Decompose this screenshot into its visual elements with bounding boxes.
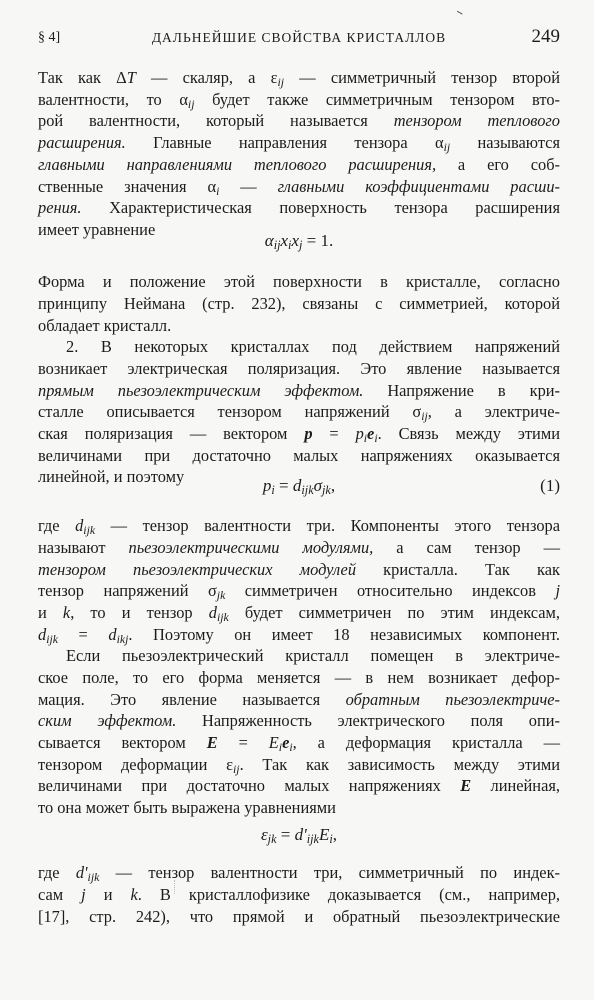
text-line: Если пьезоэлектрический кристалл помещен в электриче- bbox=[66, 646, 560, 665]
text-line: и k, то и тензор $d_{ijk}$ будет симметричен по этим индексам, bbox=[38, 603, 560, 624]
text-line: Так как ΔT — скаляр, а $\varepsilon_{ij}$ — симметричный тензор второй bbox=[38, 68, 561, 89]
text-line: имеет уравнение bbox=[38, 220, 156, 239]
text-line: обладает кристалл. bbox=[38, 316, 172, 335]
equation-direct-piezo: $p_i = d_{ijk}\sigma_{jk}$, (1) bbox=[262, 476, 560, 498]
text-line: величинами при достаточно малых напряжениях E линейная, bbox=[38, 776, 560, 795]
text-line: Форма и положение этой поверхности в кристалле, согласно bbox=[38, 272, 560, 291]
text-line: расширения. Главные направления тензора $\alpha_{ij}$ называются bbox=[38, 133, 560, 154]
text-line: тензором пьезоэлектрических модулей кристалла. Так как bbox=[38, 560, 560, 579]
text-line: 2. В некоторых кристаллах под действием напряжений bbox=[66, 337, 560, 356]
text-line: линейной, и поэтому bbox=[38, 467, 185, 486]
section-label: § 4] bbox=[38, 30, 61, 45]
equation-thermal-expansion: $\alpha_{ij}x_ix_j = 1$. bbox=[264, 231, 334, 253]
text-line: рения. Характеристическая поверхность тензора расширения bbox=[38, 198, 560, 217]
text-line: главными направлениями теплового расширения, а его соб- bbox=[38, 155, 560, 174]
text-line: валентности, то $\alpha_{ij}$ будет также симметричным тензором вто- bbox=[38, 90, 560, 111]
text-line: называют пьезоэлектрическими модулями, а сам тензор — bbox=[38, 538, 560, 557]
text-line: сам j и k. В кристаллофизике доказывается (см., например, bbox=[38, 885, 560, 904]
text-line: тензором деформации $\varepsilon_{ij}$. Так как зависимость между этими bbox=[38, 755, 560, 776]
text-line: сывается вектором $E = E_ie_i$, а деформация кристалла — bbox=[38, 733, 560, 754]
text-line: мация. Это явление называется обратным пьезоэлектриче- bbox=[38, 690, 560, 709]
text-line: [17], стр. 242), что прямой и обратный пьезоэлектрические bbox=[38, 907, 560, 926]
text-line: принципу Неймана (стр. 232), связаны с симметрией, которой bbox=[38, 294, 560, 313]
running-header bbox=[38, 26, 560, 52]
equation-inverse-piezo: $\varepsilon_{jk} = d'_{ijk}E_i$, bbox=[260, 825, 338, 847]
text-line: где $d'_{ijk}$ — тензор валентности три, симметричный по индек- bbox=[38, 863, 560, 884]
text-line: ственные значения $\alpha_i$ — главными коэффициентами расши- bbox=[38, 177, 561, 198]
text-line: ское поле, то его форма меняется — в нем возникает дефор- bbox=[38, 668, 560, 687]
text-line: рой валентности, который называется тензором теплового bbox=[38, 111, 560, 130]
text-line: сталле описывается тензором напряжений $\sigma_{ij}$, а электриче- bbox=[38, 402, 560, 423]
text-line: величинами при достаточно малых напряжениях оказывается bbox=[38, 446, 560, 465]
text-line: прямым пьезоэлектрическим эффектом. Напряжение в кри- bbox=[38, 381, 560, 400]
text-line: $d_{ijk} = d_{ikj}$. Поэтому он имеет 18 независимых компонент. bbox=[38, 625, 560, 646]
text-line: тензор напряжений $\sigma_{jk}$ симметричен относительно индексов j bbox=[38, 581, 560, 602]
scan-artifact bbox=[174, 880, 179, 894]
text-line: возникает электрическая поляризация. Это явление называется bbox=[38, 359, 560, 378]
page-number: 249 bbox=[531, 26, 560, 47]
running-title: ДАЛЬНЕЙШИЕ СВОЙСТВА КРИСТАЛЛОВ bbox=[151, 30, 447, 45]
text-line: ским эффектом. Напряженность электрического поля опи- bbox=[38, 711, 560, 730]
equation-number: (1) bbox=[540, 476, 560, 495]
text-line: где $d_{ijk}$ — тензор валентности три. Компоненты этого тензора bbox=[38, 516, 561, 537]
stray-mark bbox=[455, 11, 462, 17]
text-line: ская поляризация — вектором $p = p_ie_i$. Связь между этими bbox=[38, 424, 560, 445]
text-line: то она может быть выражена уравнениями bbox=[38, 798, 336, 817]
